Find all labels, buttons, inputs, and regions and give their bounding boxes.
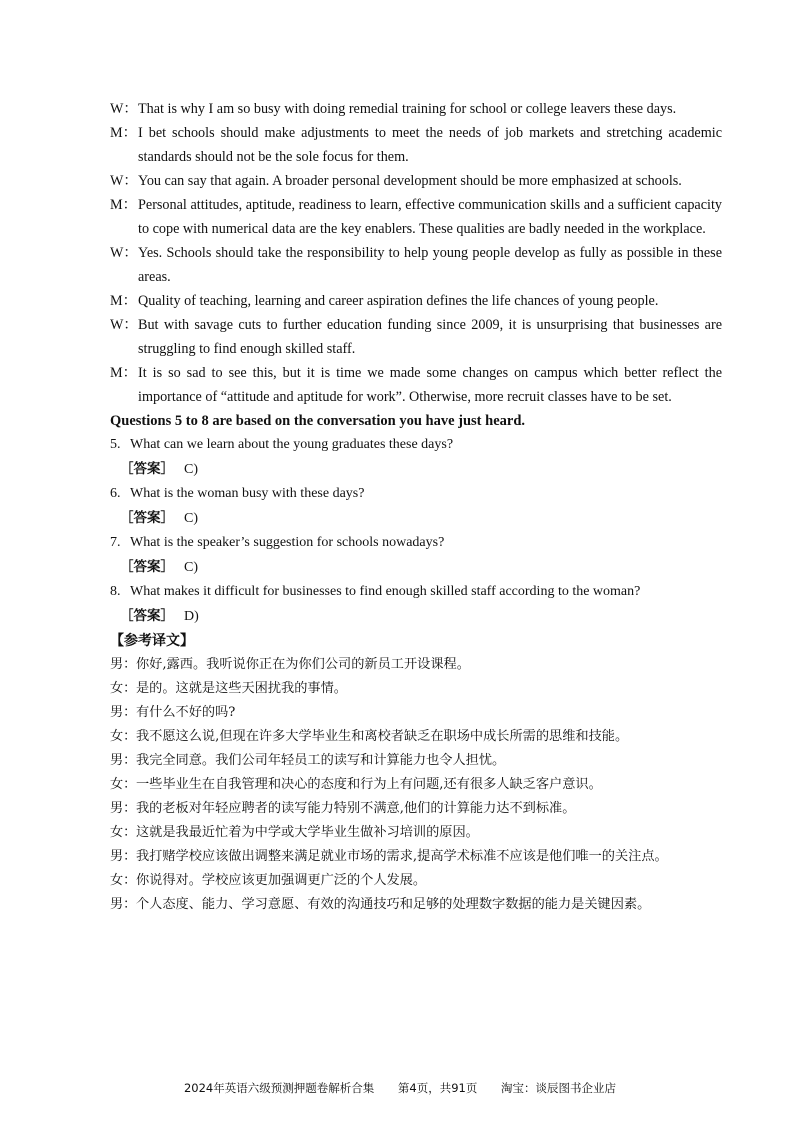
answer-value: C) xyxy=(184,560,198,575)
dialogue-line xyxy=(110,97,722,121)
translation xyxy=(110,653,722,917)
dialogue-line xyxy=(110,121,722,169)
translation-line xyxy=(110,797,722,821)
footer-shop: 淘宝：谈辰图书企业店 xyxy=(501,1081,617,1095)
translation-text: 有什么不好的吗? xyxy=(136,705,236,720)
speaker-label: 女： xyxy=(110,873,137,888)
question-text: What is the woman busy with these days? xyxy=(130,486,365,501)
dialogue-text: Personal attitudes, aptitude, readiness to learn, effective communication skills and a sufficient capacity to cope with numerical data are the key enablers. These qualities are badly needed in the workplace. xyxy=(138,197,722,237)
answer-label: ［答案］ xyxy=(120,608,174,624)
answer-label: ［答案］ xyxy=(120,510,174,526)
speaker-label: W： xyxy=(110,245,138,261)
dialogue-line xyxy=(110,313,722,361)
answer-value: C) xyxy=(184,511,198,526)
dialogue-line xyxy=(110,289,722,313)
question-number: 5. xyxy=(110,437,121,452)
translation-text: 我打赌学校应该做出调整来满足就业市场的需求,提高学术标准不应该是他们唯一的关注点。 xyxy=(136,849,668,864)
speaker-label: 女： xyxy=(110,729,137,744)
speaker-label: 男： xyxy=(110,657,137,672)
question-number: 8. xyxy=(110,584,121,599)
translation-text: 你好,露西。我听说你正在为你们公司的新员工开设课程。 xyxy=(136,657,470,672)
page-content xyxy=(110,97,722,917)
answer-value: D) xyxy=(184,609,199,624)
dialogue-text: That is why I am so busy with doing remedial training for school or college leavers these days. xyxy=(138,101,677,117)
translation-line xyxy=(110,773,722,797)
questions-list xyxy=(110,433,722,629)
dialogue-text: But with savage cuts to further education funding since 2009, it is unsurprising that businesses are struggling to find enough skilled staff. xyxy=(138,317,722,357)
translation-line xyxy=(110,653,722,677)
question-item xyxy=(110,482,722,506)
dialogue-line xyxy=(110,361,722,409)
dialogue-text: I bet schools should make adjustments to meet the needs of job markets and stretching academic standards should not be the sole focus for them. xyxy=(138,125,722,165)
speaker-label: W： xyxy=(110,173,138,189)
speaker-label: M： xyxy=(110,365,137,381)
dialogue-line xyxy=(110,193,722,241)
speaker-label: W： xyxy=(110,317,138,333)
dialogue-line xyxy=(110,241,722,289)
speaker-label: 男： xyxy=(110,849,137,864)
translation-line xyxy=(110,821,722,845)
translation-line xyxy=(110,845,722,869)
dialogue-text: You can say that again. A broader personal development should be more emphasized at schools. xyxy=(138,173,682,189)
question-item xyxy=(110,433,722,457)
questions-heading: Questions 5 to 8 are based on the conversation you have just heard. xyxy=(110,413,526,429)
translation-line xyxy=(110,749,722,773)
question-number: 7. xyxy=(110,535,121,550)
translation-text: 我不愿这么说,但现在许多大学毕业生和离校者缺乏在职场中成长所需的思维和技能。 xyxy=(136,729,629,744)
speaker-label: 男： xyxy=(110,801,137,816)
footer-page-number: 第4页，共91页 xyxy=(397,1081,478,1095)
speaker-label: M： xyxy=(110,293,137,309)
translation-line xyxy=(110,677,722,701)
translation-text: 一些毕业生在自我管理和决心的态度和行为上有问题,还有很多人缺乏客户意识。 xyxy=(136,777,602,792)
dialogue-text: It is so sad to see this, but it is time we made some changes on campus which better reflect the importance of “attitude and aptitude for work”. Otherwise, more recruit classes have to be set. xyxy=(138,365,722,405)
dialogue xyxy=(110,97,722,409)
answer-line xyxy=(110,506,722,531)
answer-line xyxy=(110,457,722,482)
translation-line xyxy=(110,701,722,725)
translation-text: 个人态度、能力、学习意愿、有效的沟通技巧和足够的处理数字数据的能力是关键因素。 xyxy=(136,897,651,912)
speaker-label: 男： xyxy=(110,897,137,912)
dialogue-text: Yes. Schools should take the responsibility to help young people develop as fully as possible in these areas. xyxy=(138,245,722,285)
page-footer xyxy=(0,1080,800,1096)
footer-title: 2024年英语六级预测押题卷解析合集 xyxy=(183,1081,375,1095)
translation-line xyxy=(110,893,722,917)
answer-label: ［答案］ xyxy=(120,461,174,477)
speaker-label: M： xyxy=(110,197,137,213)
question-item xyxy=(110,531,722,555)
dialogue-text: Quality of teaching, learning and career aspiration defines the life chances of young people. xyxy=(138,293,659,309)
translation-line xyxy=(110,725,722,749)
speaker-label: 女： xyxy=(110,825,137,840)
answer-line xyxy=(110,555,722,580)
dialogue-line xyxy=(110,169,722,193)
speaker-label: 女： xyxy=(110,681,137,696)
question-number: 6. xyxy=(110,486,121,501)
translation-line xyxy=(110,869,722,893)
translation-text: 我完全同意。我们公司年轻员工的读写和计算能力也令人担忧。 xyxy=(136,753,506,768)
answer-label: ［答案］ xyxy=(120,559,174,575)
question-text: What makes it difficult for businesses to find enough skilled staff according to the woman? xyxy=(130,584,641,599)
answer-value: C) xyxy=(184,462,198,477)
translation-text: 是的。这就是这些天困扰我的事情。 xyxy=(136,681,347,696)
translation-text: 你说得对。学校应该更加强调更广泛的个人发展。 xyxy=(136,873,427,888)
translation-text: 这就是我最近忙着为中学或大学毕业生做补习培训的原因。 xyxy=(136,825,479,840)
translation-heading: 【参考译文】 xyxy=(110,633,194,649)
answer-line xyxy=(110,604,722,629)
speaker-label: 男： xyxy=(110,705,137,720)
speaker-label: M： xyxy=(110,125,137,141)
question-text: What can we learn about the young graduates these days? xyxy=(130,437,454,452)
translation-text: 我的老板对年轻应聘者的读写能力特别不满意,他们的计算能力达不到标准。 xyxy=(136,801,576,816)
question-item xyxy=(110,580,722,604)
question-text: What is the speaker’s suggestion for schools nowadays? xyxy=(130,535,445,550)
speaker-label: W： xyxy=(110,101,138,117)
speaker-label: 男： xyxy=(110,753,137,768)
speaker-label: 女： xyxy=(110,777,137,792)
